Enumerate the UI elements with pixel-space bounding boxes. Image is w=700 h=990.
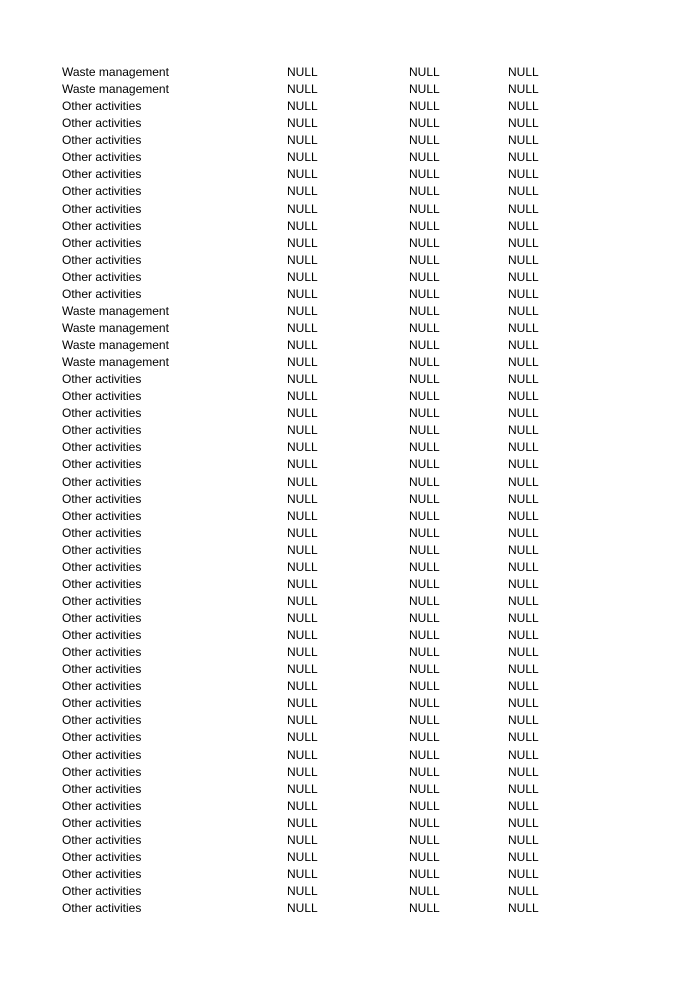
table-row — [62, 166, 582, 183]
table-row — [62, 81, 582, 98]
value-cell: NULL — [409, 201, 440, 216]
table-row — [62, 900, 582, 917]
value-cell: NULL — [409, 372, 440, 387]
value-cell: NULL — [508, 372, 539, 387]
value-cell: NULL — [508, 320, 539, 335]
table-row — [62, 508, 582, 525]
table-row — [62, 593, 582, 610]
value-cell: NULL — [409, 849, 440, 864]
table-row — [62, 269, 582, 286]
value-cell: NULL — [287, 542, 318, 557]
value-cell: NULL — [508, 815, 539, 830]
value-cell: NULL — [409, 508, 440, 523]
value-cell: NULL — [287, 866, 318, 881]
value-cell: NULL — [409, 235, 440, 250]
value-cell: NULL — [409, 781, 440, 796]
activity-cell: Other activities — [62, 286, 142, 301]
value-cell: NULL — [287, 491, 318, 506]
value-cell: NULL — [287, 628, 318, 643]
activity-cell: Other activities — [62, 201, 142, 216]
value-cell: NULL — [508, 764, 539, 779]
activity-cell: Other activities — [62, 764, 142, 779]
activity-cell: Other activities — [62, 730, 142, 745]
activity-cell: Other activities — [62, 423, 142, 438]
activity-cell: Waste management — [62, 320, 169, 335]
value-cell: NULL — [409, 764, 440, 779]
table-row — [62, 235, 582, 252]
activity-cell: Other activities — [62, 525, 142, 540]
value-cell: NULL — [409, 696, 440, 711]
activity-cell: Other activities — [62, 116, 142, 131]
value-cell: NULL — [287, 218, 318, 233]
activity-cell: Other activities — [62, 576, 142, 591]
activity-cell: Other activities — [62, 645, 142, 660]
value-cell: NULL — [287, 764, 318, 779]
value-cell: NULL — [409, 82, 440, 97]
value-cell: NULL — [508, 303, 539, 318]
table-row — [62, 764, 582, 781]
value-cell: NULL — [287, 116, 318, 131]
table-row — [62, 610, 582, 627]
table-row — [62, 474, 582, 491]
value-cell: NULL — [409, 269, 440, 284]
value-cell: NULL — [287, 457, 318, 472]
table-row — [62, 201, 582, 218]
value-cell: NULL — [409, 747, 440, 762]
value-cell: NULL — [508, 201, 539, 216]
value-cell: NULL — [508, 866, 539, 881]
value-cell: NULL — [287, 474, 318, 489]
table-row — [62, 525, 582, 542]
value-cell: NULL — [287, 303, 318, 318]
activity-cell: Other activities — [62, 747, 142, 762]
value-cell: NULL — [508, 269, 539, 284]
value-cell: NULL — [409, 815, 440, 830]
value-cell: NULL — [508, 559, 539, 574]
value-cell: NULL — [287, 201, 318, 216]
value-cell: NULL — [409, 593, 440, 608]
value-cell: NULL — [508, 116, 539, 131]
value-cell: NULL — [287, 235, 318, 250]
value-cell: NULL — [409, 320, 440, 335]
value-cell: NULL — [287, 713, 318, 728]
value-cell: NULL — [508, 133, 539, 148]
value-cell: NULL — [287, 747, 318, 762]
activity-cell: Other activities — [62, 696, 142, 711]
activity-cell: Other activities — [62, 235, 142, 250]
value-cell: NULL — [409, 542, 440, 557]
value-cell: NULL — [409, 525, 440, 540]
value-cell: NULL — [409, 338, 440, 352]
value-cell: NULL — [409, 798, 440, 813]
table-row — [62, 729, 582, 746]
activity-cell: Other activities — [62, 508, 142, 523]
value-cell: NULL — [409, 184, 440, 199]
value-cell: NULL — [508, 355, 539, 370]
value-cell: NULL — [287, 355, 318, 370]
table-row — [62, 115, 582, 132]
value-cell: NULL — [287, 389, 318, 404]
activity-cell: Other activities — [62, 252, 142, 267]
value-cell: NULL — [409, 491, 440, 506]
table-row — [62, 849, 582, 866]
activity-cell: Other activities — [62, 628, 142, 643]
value-cell: NULL — [508, 730, 539, 745]
value-cell: NULL — [287, 440, 318, 455]
value-cell: NULL — [287, 679, 318, 694]
table-row — [62, 354, 582, 371]
table-row — [62, 559, 582, 576]
activity-cell: Other activities — [62, 884, 142, 898]
value-cell: NULL — [287, 320, 318, 335]
activity-cell: Other activities — [62, 457, 142, 472]
value-cell: NULL — [409, 150, 440, 165]
table-row — [62, 866, 582, 883]
table-row — [62, 149, 582, 166]
value-cell: NULL — [508, 184, 539, 199]
value-cell: NULL — [508, 65, 539, 79]
activity-cell: Other activities — [62, 372, 142, 387]
value-cell: NULL — [287, 133, 318, 148]
table-row — [62, 712, 582, 729]
value-cell: NULL — [287, 372, 318, 387]
table-row — [62, 337, 582, 354]
value-cell: NULL — [508, 150, 539, 165]
value-cell: NULL — [409, 559, 440, 574]
value-cell: NULL — [287, 798, 318, 813]
activity-cell: Other activities — [62, 269, 142, 284]
table-row — [62, 832, 582, 849]
table-row — [62, 695, 582, 712]
value-cell: NULL — [409, 628, 440, 643]
value-cell: NULL — [287, 406, 318, 421]
table-row — [62, 576, 582, 593]
activity-cell: Other activities — [62, 99, 142, 114]
value-cell: NULL — [508, 849, 539, 864]
table-row — [62, 286, 582, 303]
value-cell: NULL — [287, 150, 318, 165]
value-cell: NULL — [409, 116, 440, 131]
table-row — [62, 456, 582, 473]
table-row — [62, 132, 582, 149]
value-cell: NULL — [287, 65, 318, 79]
value-cell: NULL — [508, 423, 539, 438]
value-cell: NULL — [508, 218, 539, 233]
activity-cell: Waste management — [62, 338, 169, 352]
value-cell: NULL — [409, 99, 440, 114]
value-cell: NULL — [287, 525, 318, 540]
table-row — [62, 320, 582, 337]
value-cell: NULL — [508, 406, 539, 421]
value-cell: NULL — [409, 423, 440, 438]
value-cell: NULL — [508, 696, 539, 711]
activity-cell: Other activities — [62, 866, 142, 881]
value-cell: NULL — [409, 252, 440, 267]
table-row — [62, 798, 582, 815]
table-row — [62, 491, 582, 508]
value-cell: NULL — [409, 355, 440, 370]
value-cell: NULL — [409, 167, 440, 182]
value-cell: NULL — [508, 611, 539, 625]
value-cell: NULL — [409, 713, 440, 728]
value-cell: NULL — [508, 747, 539, 762]
activity-cell: Other activities — [62, 832, 142, 847]
value-cell: NULL — [508, 82, 539, 97]
value-cell: NULL — [409, 440, 440, 455]
value-cell: NULL — [287, 593, 318, 608]
value-cell: NULL — [287, 884, 318, 898]
value-cell: NULL — [508, 286, 539, 301]
table-row — [62, 64, 582, 81]
value-cell: NULL — [287, 645, 318, 660]
activity-cell: Other activities — [62, 406, 142, 421]
value-cell: NULL — [508, 457, 539, 472]
value-cell: NULL — [508, 593, 539, 608]
value-cell: NULL — [287, 82, 318, 97]
value-cell: NULL — [508, 474, 539, 489]
table-row — [62, 183, 582, 200]
value-cell: NULL — [287, 576, 318, 591]
activity-cell: Other activities — [62, 491, 142, 506]
value-cell: NULL — [287, 849, 318, 864]
value-cell: NULL — [508, 508, 539, 523]
activity-cell: Other activities — [62, 679, 142, 694]
value-cell: NULL — [508, 525, 539, 540]
value-cell: NULL — [409, 645, 440, 660]
value-cell: NULL — [409, 389, 440, 404]
value-cell: NULL — [287, 99, 318, 114]
value-cell: NULL — [508, 440, 539, 455]
activity-cell: Other activities — [62, 559, 142, 574]
value-cell: NULL — [508, 884, 539, 898]
value-cell: NULL — [508, 713, 539, 728]
table-row — [62, 98, 582, 115]
value-cell: NULL — [409, 884, 440, 898]
activity-cell: Other activities — [62, 901, 142, 916]
table-row — [62, 371, 582, 388]
value-cell: NULL — [287, 832, 318, 847]
activity-cell: Other activities — [62, 662, 142, 677]
value-cell: NULL — [508, 798, 539, 813]
value-cell: NULL — [508, 781, 539, 796]
activity-cell: Other activities — [62, 798, 142, 813]
value-cell: NULL — [287, 286, 318, 301]
value-cell: NULL — [287, 167, 318, 182]
activity-cell: Other activities — [62, 184, 142, 199]
value-cell: NULL — [508, 628, 539, 643]
value-cell: NULL — [409, 457, 440, 472]
value-cell: NULL — [508, 99, 539, 114]
value-cell: NULL — [508, 832, 539, 847]
activity-cell: Other activities — [62, 781, 142, 796]
activity-cell: Waste management — [62, 303, 169, 318]
table-row — [62, 781, 582, 798]
value-cell: NULL — [409, 576, 440, 591]
table-row — [62, 405, 582, 422]
activity-cell: Other activities — [62, 593, 142, 608]
value-cell: NULL — [508, 679, 539, 694]
table-row — [62, 883, 582, 900]
value-cell: NULL — [287, 815, 318, 830]
value-cell: NULL — [508, 491, 539, 506]
data-table — [62, 64, 582, 917]
value-cell: NULL — [409, 662, 440, 677]
activity-cell: Other activities — [62, 218, 142, 233]
table-row — [62, 303, 582, 320]
value-cell: NULL — [409, 133, 440, 148]
activity-cell: Other activities — [62, 815, 142, 830]
value-cell: NULL — [508, 167, 539, 182]
value-cell: NULL — [287, 252, 318, 267]
value-cell: NULL — [409, 303, 440, 318]
value-cell: NULL — [287, 423, 318, 438]
value-cell: NULL — [508, 662, 539, 677]
table-row — [62, 815, 582, 832]
table-row — [62, 218, 582, 235]
table-row — [62, 422, 582, 439]
value-cell: NULL — [508, 576, 539, 591]
value-cell: NULL — [287, 901, 318, 916]
activity-cell: Other activities — [62, 849, 142, 864]
value-cell: NULL — [409, 474, 440, 489]
table-row — [62, 388, 582, 405]
activity-cell: Waste management — [62, 82, 169, 97]
value-cell: NULL — [287, 338, 318, 352]
activity-cell: Waste management — [62, 65, 169, 79]
value-cell: NULL — [409, 901, 440, 916]
value-cell: NULL — [409, 866, 440, 881]
table-row — [62, 661, 582, 678]
value-cell: NULL — [508, 389, 539, 404]
value-cell: NULL — [287, 508, 318, 523]
table-row — [62, 678, 582, 695]
value-cell: NULL — [508, 645, 539, 660]
activity-cell: Other activities — [62, 167, 142, 182]
activity-cell: Other activities — [62, 542, 142, 557]
table-row — [62, 644, 582, 661]
table-row — [62, 747, 582, 764]
activity-cell: Other activities — [62, 150, 142, 165]
value-cell: NULL — [287, 184, 318, 199]
value-cell: NULL — [409, 679, 440, 694]
activity-cell: Other activities — [62, 389, 142, 404]
value-cell: NULL — [508, 252, 539, 267]
table-row — [62, 627, 582, 644]
value-cell: NULL — [409, 218, 440, 233]
activity-cell: Other activities — [62, 713, 142, 728]
activity-cell: Waste management — [62, 355, 169, 370]
value-cell: NULL — [287, 696, 318, 711]
value-cell: NULL — [287, 559, 318, 574]
value-cell: NULL — [287, 662, 318, 677]
value-cell: NULL — [508, 235, 539, 250]
table-row — [62, 542, 582, 559]
activity-cell: Other activities — [62, 440, 142, 455]
value-cell: NULL — [409, 406, 440, 421]
value-cell: NULL — [409, 65, 440, 79]
value-cell: NULL — [508, 338, 539, 352]
activity-cell: Other activities — [62, 133, 142, 148]
value-cell: NULL — [287, 611, 318, 625]
value-cell: NULL — [409, 286, 440, 301]
activity-cell: Other activities — [62, 474, 142, 489]
value-cell: NULL — [508, 542, 539, 557]
value-cell: NULL — [409, 730, 440, 745]
value-cell: NULL — [508, 901, 539, 916]
value-cell: NULL — [409, 832, 440, 847]
value-cell: NULL — [287, 781, 318, 796]
value-cell: NULL — [287, 730, 318, 745]
value-cell: NULL — [287, 269, 318, 284]
table-row — [62, 252, 582, 269]
table-row — [62, 439, 582, 456]
activity-cell: Other activities — [62, 611, 142, 625]
value-cell: NULL — [409, 611, 440, 625]
